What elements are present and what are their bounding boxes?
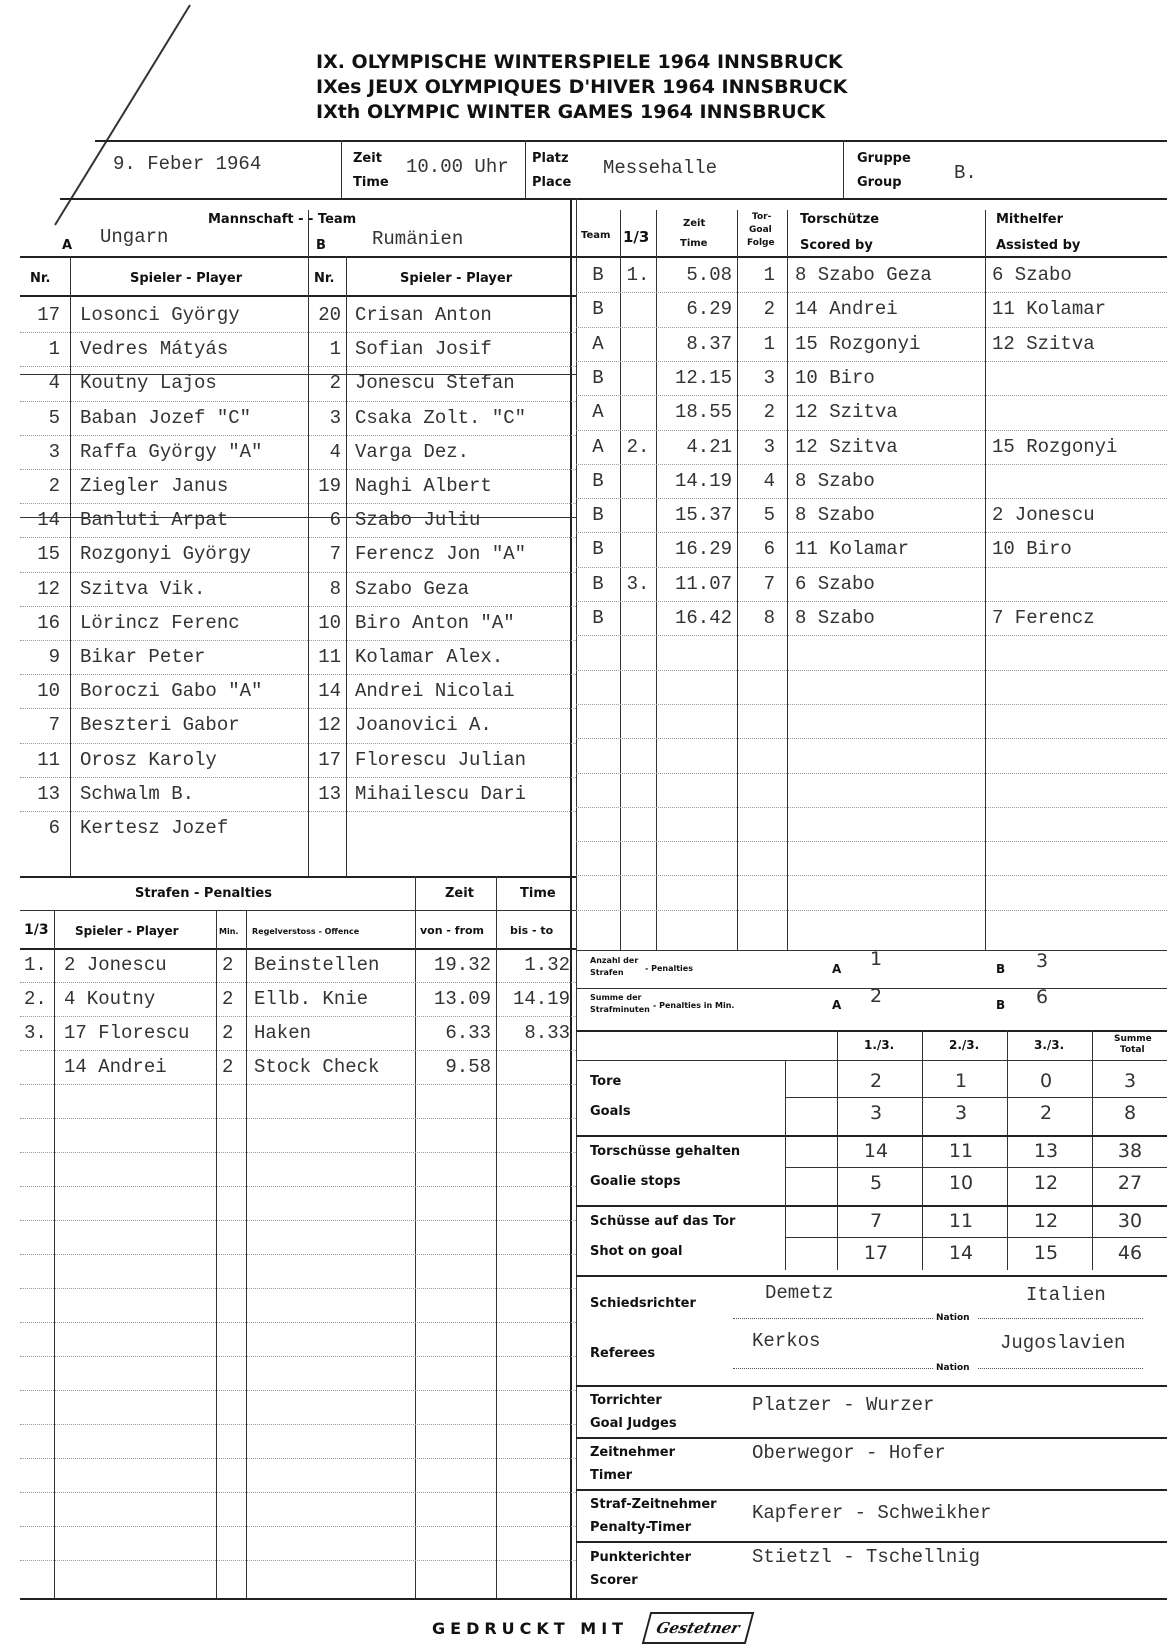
roster-a-number: 1 [48, 338, 60, 361]
goals-team-header: Team [581, 230, 611, 241]
stats-value-a: 14 [863, 1140, 889, 1162]
stats-value-b: 15 [1033, 1242, 1059, 1264]
roster-a-player: Boroczi Gabo "A" [80, 680, 263, 703]
gestetner-logo-text: Gestetner [654, 1619, 742, 1637]
scorer-label-en: Scorer [590, 1573, 638, 1588]
roster-a-player: Schwalm B. [80, 782, 195, 805]
roster-b-number: 12 [318, 714, 341, 737]
roster-b-player: Jonescu Stefan [355, 372, 515, 395]
penalties-title: Strafen - Penalties [135, 886, 272, 901]
roster-a-player: Bikar Peter [80, 646, 206, 668]
goal-team: B [592, 366, 604, 389]
penalty-to: 14.19 [512, 988, 570, 1010]
stats-value-a: 2 [869, 1070, 883, 1092]
stats-value-a: 11 [948, 1210, 974, 1232]
goal-sequence: 6 [763, 538, 775, 561]
goal-sequence: 1 [763, 332, 775, 355]
roster-a-number: 5 [48, 406, 60, 429]
goal-time: 8.37 [686, 332, 732, 355]
roster-b-player: Naghi Albert [355, 475, 492, 497]
goals-period-header: 1/3 [623, 228, 650, 246]
goal-period: 1. [626, 264, 650, 286]
penalty-player: 14 Andrei [64, 1056, 167, 1078]
group-label-en: Group [857, 175, 902, 190]
goal-team: B [592, 298, 604, 321]
goal-team: A [592, 435, 604, 458]
roster-b-player: Andrei Nicolai [355, 680, 515, 703]
stats-value-b: 5 [869, 1172, 883, 1194]
goal-time: 16.42 [674, 607, 732, 629]
roster-a-number: 16 [37, 611, 60, 634]
roster-a-player: Orosz Karoly [80, 748, 217, 771]
penalty-from: 6.33 [445, 1022, 491, 1044]
roster-b-player: Szabo Geza [355, 577, 470, 600]
referee-2-name: Kerkos [752, 1330, 821, 1352]
goal-scorer: 8 Szabo [795, 469, 875, 492]
roster-b-number: 2 [329, 372, 341, 395]
roster-a-player: Beszteri Gabor [80, 714, 240, 737]
goal-judges-label-de: Torrichter [590, 1393, 662, 1408]
roster-b-player: Kolamar Alex. [355, 646, 504, 668]
roster-b-player: Florescu Julian [355, 748, 527, 771]
stats-col-3: 3./3. [1034, 1038, 1065, 1052]
roster-a-number: 7 [48, 714, 60, 737]
roster-b-number: 14 [318, 680, 341, 703]
stats-row-label-de: Schüsse auf das Tor [590, 1214, 736, 1229]
title-line-en: IXth OLYMPIC WINTER GAMES 1964 INNSBRUCK [316, 101, 826, 123]
roster-a-player: Kertesz Jozef [80, 817, 229, 839]
roster-b-player: Crisan Anton [355, 304, 492, 326]
referee-1-name: Demetz [765, 1282, 834, 1304]
penalties-player-header: Spieler - Player [75, 924, 179, 938]
penalty-timer-label-en: Penalty-Timer [590, 1520, 692, 1535]
roster-b-number: 1 [329, 338, 341, 361]
goal-time: 15.37 [674, 504, 732, 527]
penalty-count-b-label: B [996, 962, 1006, 976]
goals-seq-header-3: Folge [747, 238, 775, 248]
penalties-min-header: Min. [219, 927, 239, 936]
goals-scorer-header-en: Scored by [800, 238, 873, 253]
penalty-minutes: 2 [222, 954, 234, 976]
roster-a-number: 10 [37, 680, 60, 703]
penalty-to: 8.33 [524, 1022, 570, 1044]
roster-a-number: 3 [48, 440, 60, 463]
nation-label-2: Nation [936, 1363, 970, 1373]
roster-a-number: 13 [37, 782, 60, 805]
penalties-time-header-en: Time [520, 886, 556, 901]
goal-period: 2. [626, 435, 650, 458]
roster-b-number: 6 [329, 509, 341, 532]
goal-scorer: 8 Szabo Geza [795, 264, 932, 286]
penalty-count-a: 1 [870, 948, 883, 970]
match-date: 9. Feber 1964 [113, 153, 262, 175]
roster-a-player: Banluti Arpat [80, 509, 229, 532]
team-a-label: A [62, 238, 73, 253]
group-label-de: Gruppe [857, 151, 911, 166]
roster-a-number: 4 [48, 372, 60, 395]
roster-b-number: 17 [318, 748, 341, 771]
place-label-en: Place [532, 175, 572, 190]
roster-b-nr-header: Nr. [314, 271, 335, 286]
goal-assist: 15 Rozgonyi [992, 435, 1118, 458]
roster-a-nr-header: Nr. [30, 271, 51, 286]
match-place: Messehalle [603, 157, 718, 179]
roster-a-number: 17 [37, 304, 60, 326]
team-a-name: Ungarn [100, 226, 169, 248]
stats-value-b: 3 [869, 1102, 883, 1124]
penalty-from: 9.58 [445, 1056, 491, 1078]
goal-scorer: 8 Szabo [795, 504, 875, 527]
penalties-offence-header: Regelverstoss - Offence [252, 927, 360, 936]
stats-value-a: 13 [1033, 1140, 1059, 1162]
referee-2-nation: Jugoslavien [1000, 1332, 1126, 1354]
goal-team: A [592, 332, 604, 355]
goals-seq-header-1: Tor- [752, 212, 772, 222]
roster-a-player: Koutny Lajos [80, 372, 217, 395]
goal-sequence: 3 [763, 366, 775, 389]
place-label-de: Platz [532, 151, 569, 166]
nation-label-1: Nation [936, 1313, 970, 1323]
goal-time: 6.29 [686, 298, 732, 321]
stats-row-label-de: Tore [590, 1074, 622, 1089]
stats-row-label-en: Goalie stops [590, 1174, 681, 1189]
stats-value-b: 3 [954, 1102, 968, 1124]
penalty-sum-label-1: Summe der [590, 993, 642, 1002]
roster-a-player: Ziegler Janus [80, 475, 229, 497]
penalty-minutes: 2 [222, 1056, 234, 1078]
team-b-name: Rumänien [372, 228, 464, 250]
goal-assist: 2 Jonescu [992, 504, 1095, 527]
goals-time-header-de: Zeit [683, 218, 706, 229]
penalty-sum-a: 2 [870, 985, 883, 1007]
penalty-timer-label-de: Straf-Zeitnehmer [590, 1497, 717, 1512]
penalty-period: 3. [24, 1022, 47, 1044]
stats-value-a: 11 [948, 1140, 974, 1162]
stats-value-b: 10 [948, 1172, 974, 1194]
goals-seq-header-2: Goal [749, 225, 772, 235]
penalty-count-b: 3 [1036, 950, 1049, 972]
roster-b-number: 20 [318, 304, 341, 326]
fold-line [0, 0, 200, 240]
title-line-fr: IXes JEUX OLYMPIQUES D'HIVER 1964 INNSBRUCK [316, 76, 848, 98]
match-time: 10.00 Uhr [406, 156, 509, 178]
roster-a-number: 15 [37, 543, 60, 566]
goal-time: 5.08 [686, 264, 732, 286]
stats-value-a: 38 [1117, 1140, 1143, 1162]
goal-time: 11.07 [674, 572, 732, 595]
goal-sequence: 2 [763, 401, 775, 424]
penalty-count-label-3: - Penalties [645, 964, 693, 973]
roster-b-player: Mihailescu Dari [355, 782, 527, 805]
stats-col-2: 2./3. [949, 1038, 980, 1052]
penalties-time-header-de: Zeit [445, 886, 474, 901]
goal-team: B [592, 504, 604, 527]
stats-row-label-de: Torschüsse gehalten [590, 1144, 741, 1159]
roster-b-player: Sofian Josif [355, 338, 492, 361]
goal-scorer: 12 Szitva [795, 401, 898, 424]
goal-time: 14.19 [674, 469, 732, 492]
goal-time: 4.21 [686, 435, 732, 458]
scorer-names: Stietzl - Tschellnig [752, 1546, 981, 1568]
stats-value-b: 27 [1117, 1172, 1143, 1194]
goal-sequence: 5 [763, 504, 775, 527]
goal-scorer: 8 Szabo [795, 607, 875, 629]
penalty-period: 1. [24, 954, 47, 976]
goal-sequence: 3 [763, 435, 775, 458]
roster-b-number: 4 [329, 440, 341, 463]
team-label: Mannschaft - - Team [208, 212, 357, 227]
goal-team: B [592, 538, 604, 561]
time-label-de: Zeit [353, 151, 382, 166]
goal-scorer: 15 Rozgonyi [795, 332, 921, 355]
roster-a-number: 11 [37, 748, 60, 771]
stats-value-a: 0 [1039, 1070, 1053, 1092]
penalty-period: 2. [24, 988, 47, 1010]
penalty-offence: Haken [254, 1022, 312, 1044]
stats-row-label-en: Shot on goal [590, 1244, 683, 1259]
roster-b-number: 11 [318, 646, 341, 668]
penalty-sum-b-label: B [996, 998, 1006, 1012]
roster-a-number: 12 [37, 577, 60, 600]
goal-team: A [592, 401, 604, 424]
stats-value-b: 12 [1033, 1172, 1059, 1194]
penalty-sum-label-2: Strafminuten [590, 1005, 650, 1014]
roster-a-player: Vedres Mátyás [80, 338, 229, 361]
goal-scorer: 14 Andrei [795, 298, 898, 321]
stats-value-a: 3 [1123, 1070, 1137, 1092]
goal-judges-names: Platzer - Wurzer [752, 1394, 935, 1416]
roster-b-player: Szabo Juliu [355, 509, 481, 532]
goals-assist-header-en: Assisted by [996, 238, 1081, 253]
roster-b-player: Csaka Zolt. "C" [355, 406, 527, 429]
timer-label-en: Timer [590, 1468, 633, 1483]
stats-value-b: 17 [863, 1242, 889, 1264]
goal-judges-label-en: Goal Judges [590, 1416, 677, 1431]
goal-sequence: 2 [763, 298, 775, 321]
goal-sequence: 4 [763, 469, 775, 492]
goal-sequence: 1 [763, 264, 775, 286]
penalty-minutes: 2 [222, 988, 234, 1010]
roster-a-number: 14 [37, 509, 60, 532]
stats-value-b: 8 [1123, 1102, 1137, 1124]
goal-team: B [592, 572, 604, 595]
penalty-timer-names: Kapferer - Schweikher [752, 1502, 992, 1524]
goals-time-header-en: Time [680, 238, 708, 249]
roster-a-player-header: Spieler - Player [130, 271, 243, 286]
penalty-to: 1.32 [524, 954, 570, 976]
roster-a-player: Raffa György "A" [80, 440, 263, 463]
penalty-player: 17 Florescu [64, 1022, 190, 1044]
roster-b-player: Joanovici A. [355, 714, 492, 737]
scorer-label-de: Punkterichter [590, 1550, 691, 1565]
penalty-player: 2 Jonescu [64, 954, 167, 976]
roster-b-number: 19 [318, 475, 341, 497]
goal-team: B [592, 607, 604, 629]
goals-assist-header-de: Mithelfer [996, 212, 1064, 227]
goal-assist: 11 Kolamar [992, 298, 1107, 321]
goal-period: 3. [626, 572, 650, 595]
stats-value-a: 12 [1033, 1210, 1059, 1232]
goal-team: B [592, 264, 604, 286]
penalty-from: 13.09 [433, 988, 491, 1010]
penalties-period-header: 1/3 [24, 922, 49, 938]
time-label-en: Time [353, 175, 389, 190]
stats-total-header-de: Summe [1114, 1034, 1152, 1044]
goal-time: 18.55 [674, 401, 732, 424]
penalty-sum-a-label: A [832, 998, 842, 1012]
goal-team: B [592, 469, 604, 492]
roster-b-number: 8 [329, 577, 341, 600]
goal-assist: 12 Szitva [992, 332, 1095, 355]
referees-label-en: Referees [590, 1346, 656, 1361]
penalty-sum-label-3: - Penalties in Min. [653, 1001, 735, 1010]
roster-b-number: 7 [329, 543, 341, 566]
stats-value-b: 46 [1117, 1242, 1143, 1264]
goal-scorer: 11 Kolamar [795, 538, 910, 561]
goal-time: 16.29 [674, 538, 732, 561]
penalty-from: 19.32 [433, 954, 491, 976]
roster-a-number: 6 [48, 817, 60, 839]
roster-b-player-header: Spieler - Player [400, 271, 513, 286]
roster-a-player: Losonci György [80, 304, 240, 326]
roster-a-number: 9 [48, 646, 60, 668]
stats-row-label-en: Goals [590, 1104, 631, 1119]
roster-a-player: Baban Jozef "C" [80, 406, 252, 429]
penalties-to-header: bis - to [510, 924, 554, 937]
roster-b-number: 3 [329, 406, 341, 429]
stats-value-a: 1 [954, 1070, 968, 1092]
roster-b-player: Varga Dez. [355, 440, 470, 463]
penalty-count-a-label: A [832, 962, 842, 976]
roster-b-player: Ferencz Jon "A" [355, 543, 527, 566]
stats-value-a: 30 [1117, 1210, 1143, 1232]
stats-value-b: 2 [1039, 1102, 1053, 1124]
match-group: B. [954, 162, 977, 184]
roster-a-player: Szitva Vik. [80, 577, 206, 600]
roster-b-number: 10 [318, 611, 341, 634]
title-line-de: IX. OLYMPISCHE WINTERSPIELE 1964 INNSBRUCK [316, 51, 843, 73]
goal-sequence: 7 [763, 572, 775, 595]
penalty-count-label-1: Anzahl der [590, 956, 639, 965]
timer-names: Oberwegor - Hofer [752, 1442, 946, 1464]
referees-label-de: Schiedsrichter [590, 1296, 696, 1311]
stats-col-1: 1./3. [864, 1038, 895, 1052]
goal-assist: 7 Ferencz [992, 607, 1095, 629]
penalty-offence: Ellb. Knie [254, 988, 369, 1010]
goal-assist: 10 Biro [992, 538, 1072, 561]
penalties-from-header: von - from [420, 924, 485, 937]
stats-value-a: 7 [869, 1210, 883, 1232]
goal-scorer: 10 Biro [795, 366, 875, 389]
stats-total-header-en: Total [1120, 1045, 1145, 1055]
penalty-offence: Beinstellen [254, 954, 380, 976]
goal-assist: 6 Szabo [992, 264, 1072, 286]
goal-scorer: 6 Szabo [795, 572, 875, 595]
goal-scorer: 12 Szitva [795, 435, 898, 458]
goal-time: 12.15 [674, 366, 732, 389]
roster-a-player: Lörincz Ferenc [80, 611, 240, 634]
penalty-offence: Stock Check [254, 1056, 380, 1078]
goal-sequence: 8 [763, 607, 775, 629]
goals-scorer-header-de: Torschütze [800, 212, 880, 227]
referee-1-nation: Italien [1026, 1284, 1106, 1306]
penalty-player: 4 Koutny [64, 988, 156, 1010]
team-b-label: B [316, 238, 326, 253]
stats-value-b: 14 [948, 1242, 974, 1264]
roster-b-number: 13 [318, 782, 341, 805]
roster-a-player: Rozgonyi György [80, 543, 252, 566]
printed-with-label: GEDRUCKT MIT [432, 1619, 629, 1638]
roster-a-number: 2 [48, 475, 60, 497]
roster-b-player: Biro Anton "A" [355, 611, 515, 634]
penalty-sum-b: 6 [1036, 986, 1049, 1008]
penalty-count-label-2: Strafen [590, 968, 624, 977]
timer-label-de: Zeitnehmer [590, 1445, 676, 1460]
penalty-minutes: 2 [222, 1022, 234, 1044]
gestetner-logo [642, 1612, 755, 1644]
